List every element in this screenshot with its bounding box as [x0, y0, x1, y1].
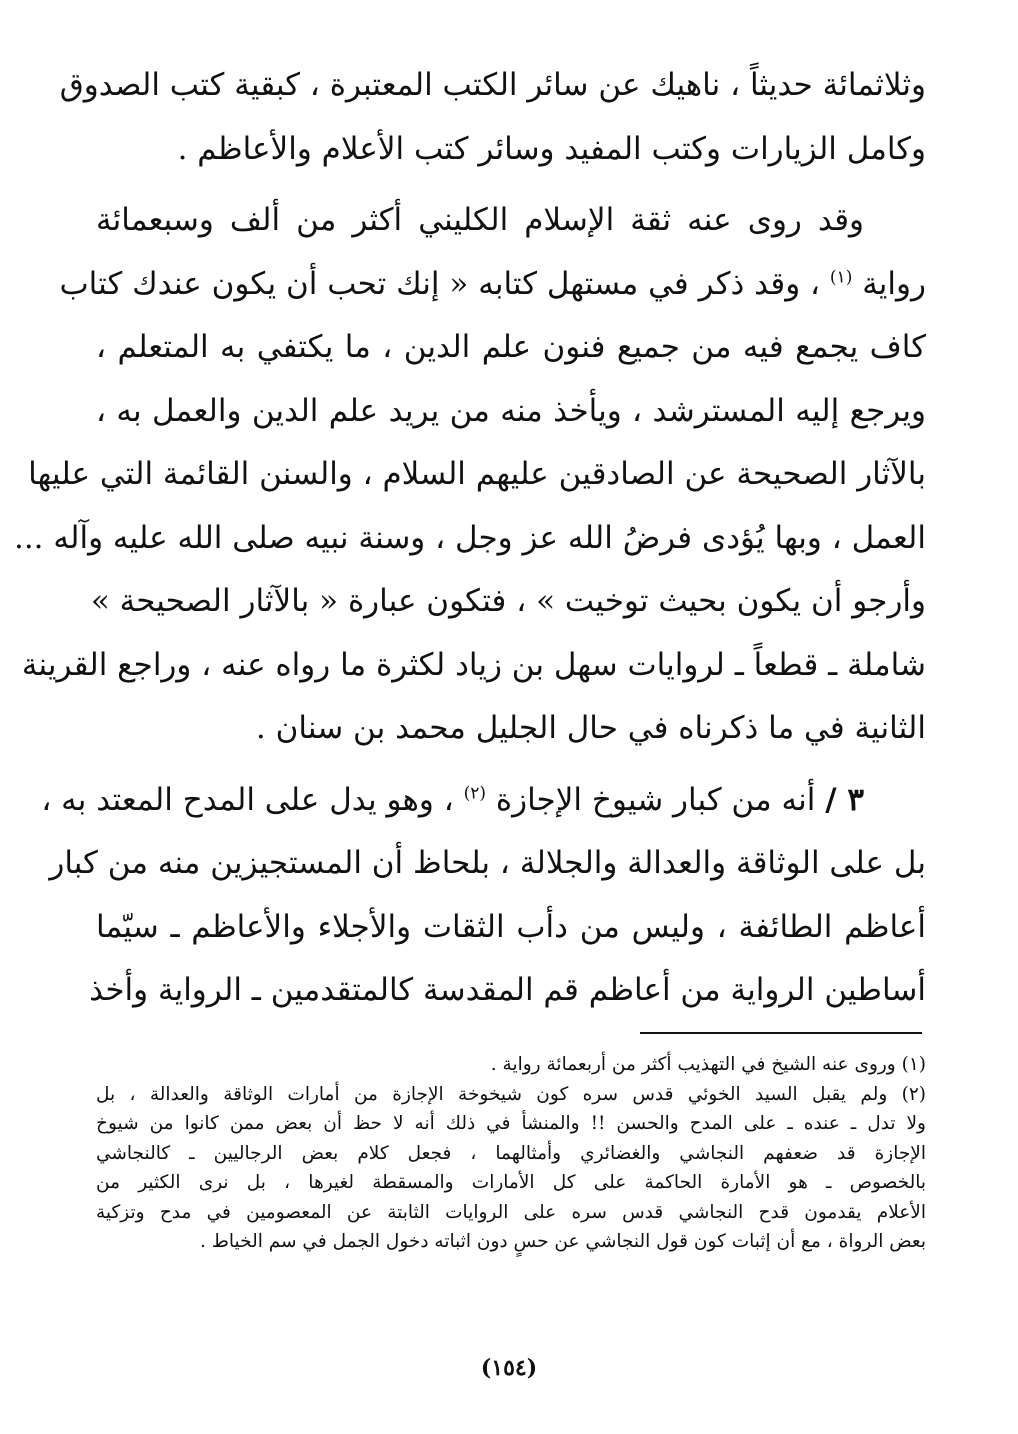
text-line: العمل ، وبها يُؤدى فرضُ الله عز وجل ، وسنة نبيه صلى الله عليه وآله ... [13, 519, 926, 556]
text-line: وقد روى عنه ثقة الإسلام الكليني أكثر من ألف وسبعمائة [96, 202, 864, 238]
page-content [13, 54, 926, 1023]
text-line: كاف يجمع فيه من جميع فنون علم الدين ، ما يكتفي به المتعلم ، [96, 329, 926, 365]
text-fragment: أنه من كبار شيوخ الإجازة [495, 781, 816, 818]
text-line [59, 253, 926, 317]
text-line [41, 769, 926, 833]
text-line: وثلاثمائة حديثاً ، ناهيك عن سائر الكتب المعتبرة ، كبقية كتب الصدوق [59, 67, 926, 103]
footnote-2-line: ولا تدل ـ عنده ـ على المدح والحسن !! والمنشأ في ذلك أنه لا حظ أن بعض ممن كانوا من شيوخ [96, 1113, 926, 1134]
page-number: (١٥٤) [480, 1355, 538, 1381]
footnotes [96, 1050, 926, 1257]
footnote-separator [640, 1032, 922, 1034]
footnote-ref-2[interactable]: (٢) [463, 783, 487, 804]
footnote-2-line: الأعلام يقدمون قدح النجاشي قدس سره على الروايات الثابتة عن المعصومين في مدح وتزكية [96, 1201, 926, 1223]
text-line: بل على الوثاقة والعدالة والجلالة ، بلحاظ أن المستجيزين منه من كبار [49, 845, 926, 881]
text-line: وكامل الزيارات وكتب المفيد وسائر كتب الأعلام والأعاظم . [177, 130, 926, 167]
text-line: شاملة ـ قطعاً ـ لروايات سهل بن زياد لكثرة ما رواه عنه ، وراجع القرينة [21, 646, 926, 683]
text-line: الثانية في ما ذكرناه في حال الجليل محمد بن سنان . [255, 710, 926, 746]
text-fragment: ، وهو يدل على المدح المعتد به ، [41, 781, 454, 818]
footnote-2-line: الإجازة قد ضعفهم النجاشي والغضائري وأمثالهما ، فجعل كلام بعض الرجاليين ـ كالنجاشي [96, 1142, 926, 1164]
text-line: ويرجع إليه المسترشد ، ويأخذ منه من يريد علم الدين والعمل به ، [96, 392, 926, 429]
paragraph-gap [96, 181, 926, 189]
footnote-2-line: بعض الرواة ، مع أن إثبات كون قول النجاشي عن حسٍ دون اثباته دخول الجمل في سم الخياط . [200, 1231, 926, 1252]
item-number: ٣ / [825, 781, 864, 818]
text-fragment: ، وقد ذكر في مستهل كتابه « إنك تحب أن يكون عندك كتاب [59, 265, 821, 302]
main-text [13, 54, 926, 1023]
footnote-1: (١) وروى عنه الشيخ في التهذيب أكثر من أربعمائة رواية . [490, 1054, 926, 1075]
footnote-2-line: بالخصوص ـ هو الأمارة الحاكمة على كل الأمارات والمسقطة لغيرها ، بل نرى الكثير من [96, 1172, 926, 1193]
footnote-2-line: (٢) ولم يقبل السيد الخوئي قدس سره كون شيخوخة الإجازة من أمارات الوثاقة والعدالة ، بل [96, 1083, 926, 1105]
text-line: أساطين الرواية من أعاظم قم المقدسة كالمتقدمين ـ الرواية وأخذ [89, 972, 926, 1008]
text-fragment: رواية [862, 265, 926, 302]
footnote-ref-1[interactable]: (١) [829, 267, 853, 288]
text-line: أعاظم الطائفة ، وليس من دأب الثقات والأجلاء والأعاظم ـ سيّما [96, 908, 926, 945]
paragraph-gap [96, 761, 926, 769]
text-line: بالآثار الصحيحة عن الصادقين عليهم السلام ، والسنن القائمة التي عليها [28, 456, 926, 492]
text-line: وأرجو أن يكون بحيث توخيت » ، فتكون عبارة « بالآثار الصحيحة » [90, 583, 926, 619]
